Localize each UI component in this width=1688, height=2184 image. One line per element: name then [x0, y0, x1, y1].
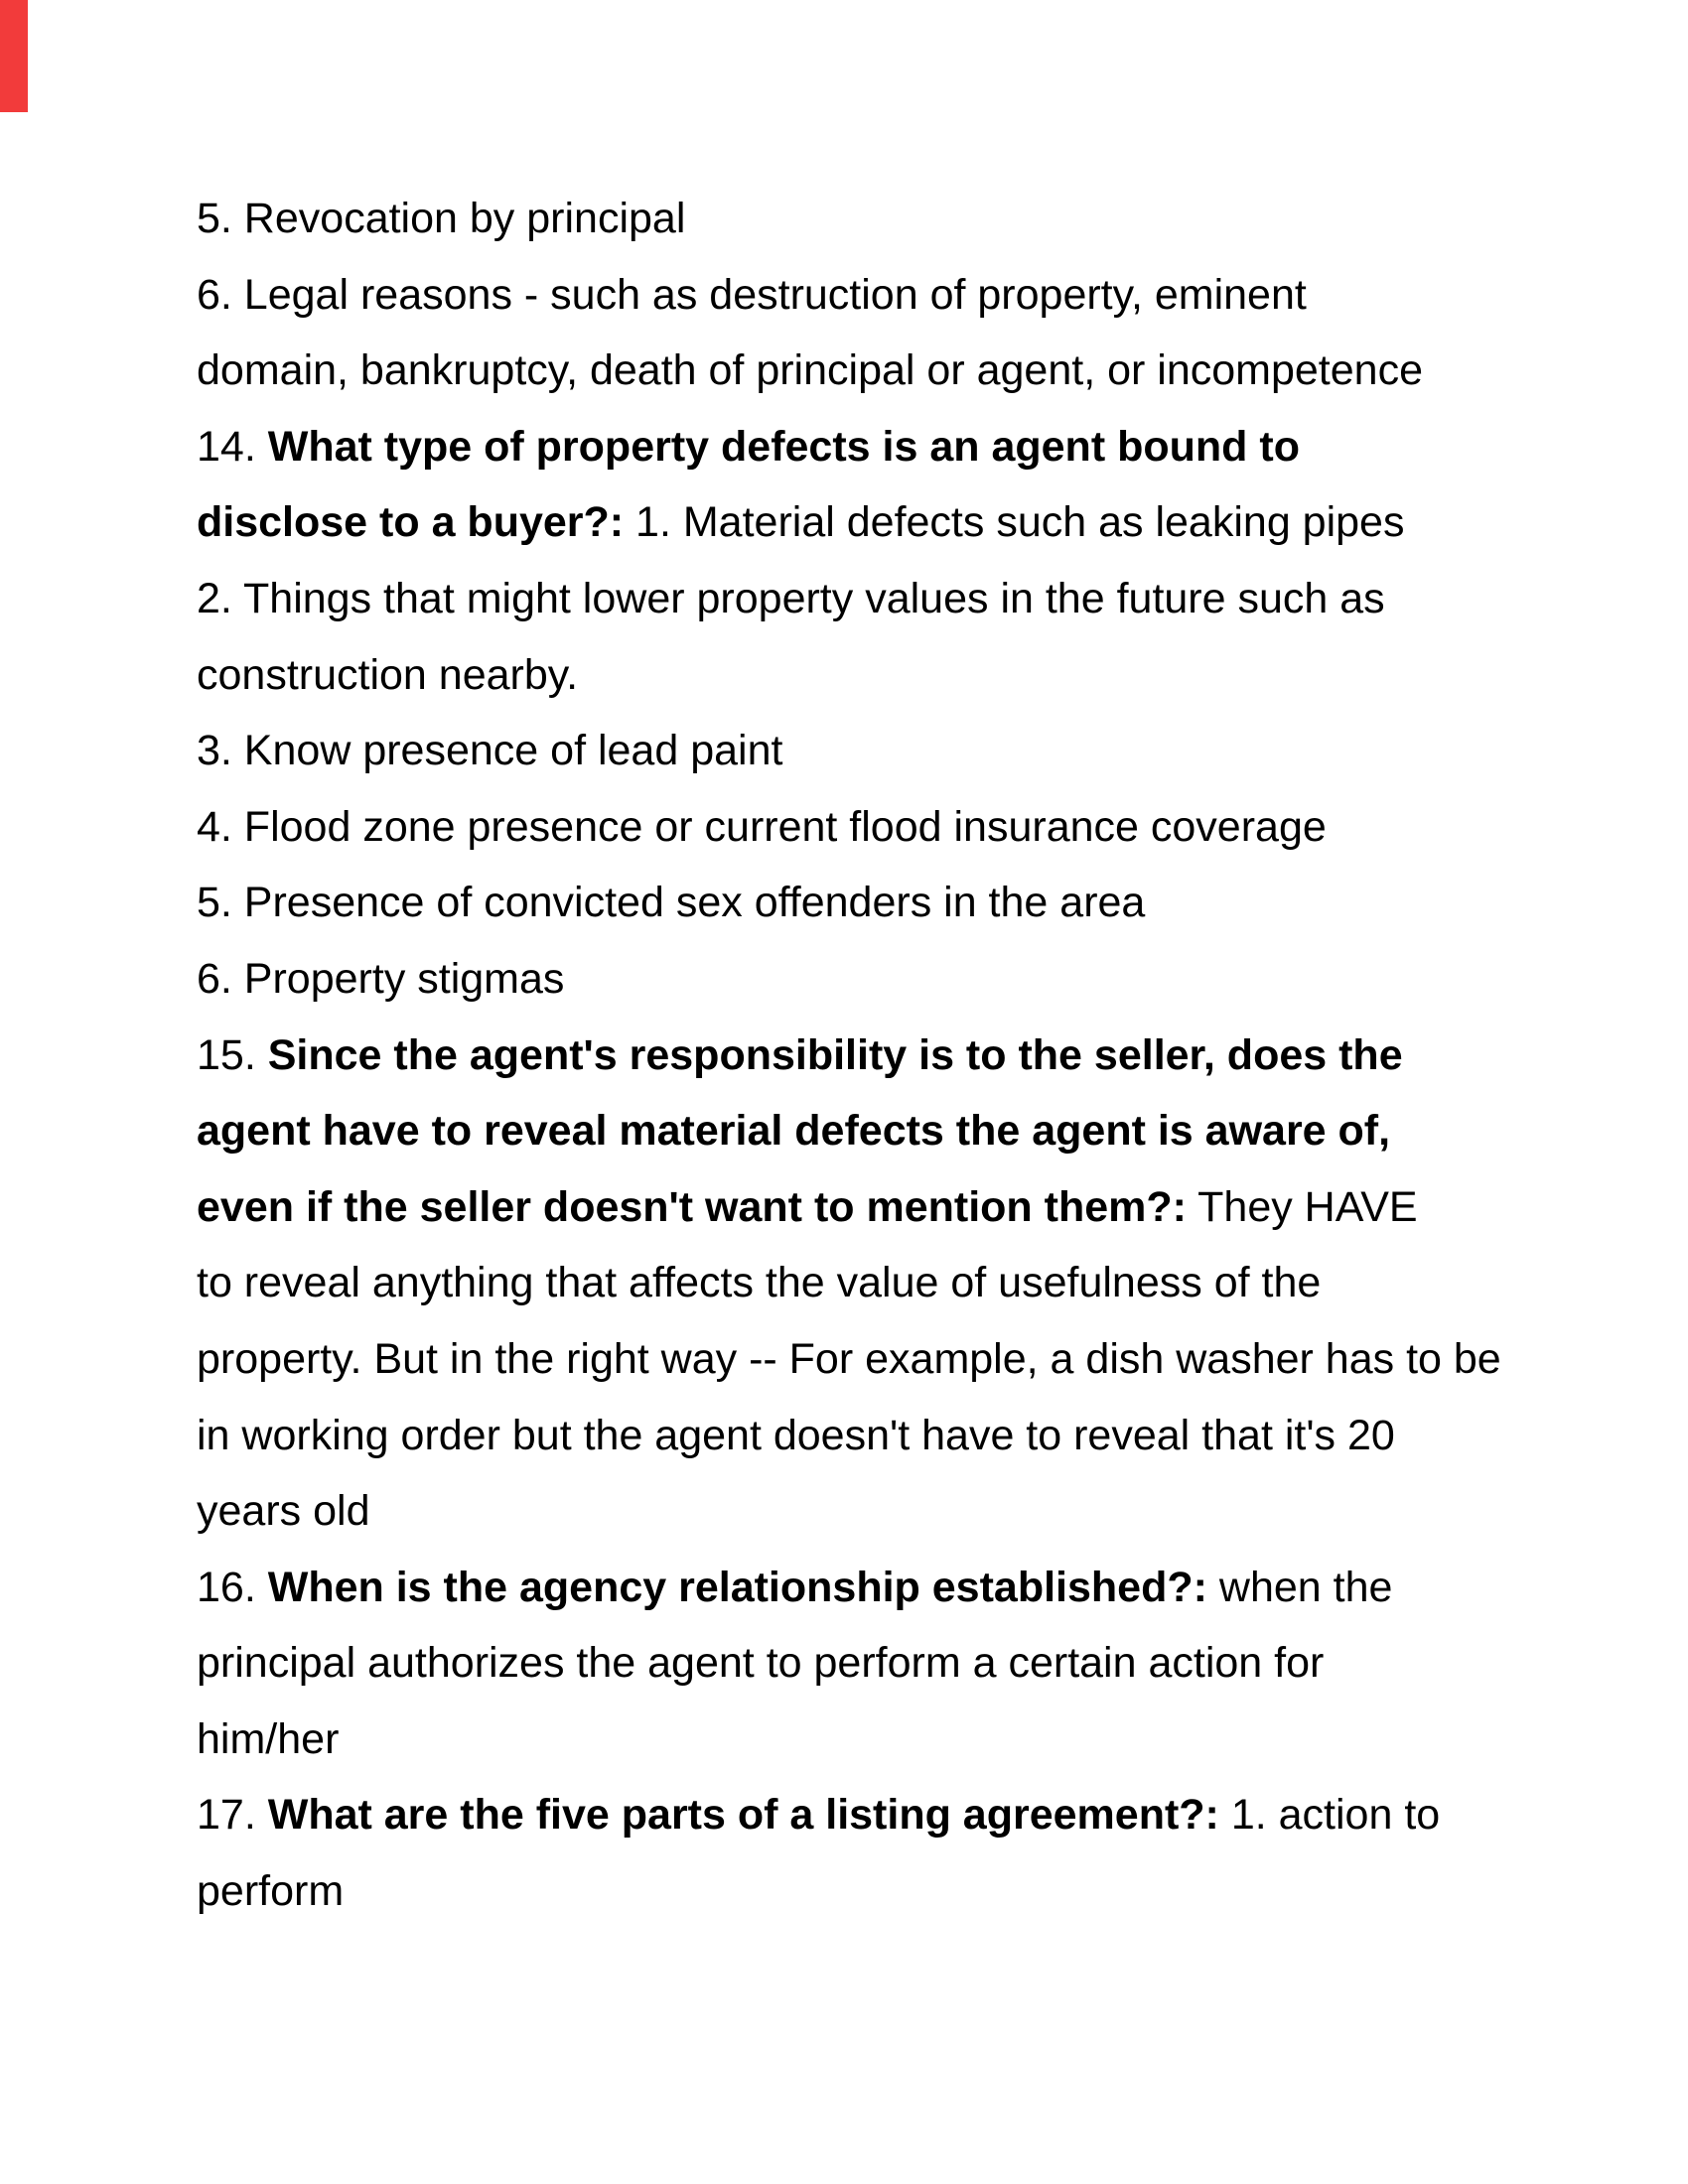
text-line-18 [197, 1473, 1517, 1550]
text-line-22 [197, 1777, 1517, 1853]
regular-text-segment: perform [197, 1867, 345, 1916]
regular-text-segment: him/her [197, 1714, 340, 1763]
text-line-20 [197, 1625, 1517, 1702]
bold-text-segment: When is the agency relationship established?: [267, 1563, 1207, 1611]
text-line-13 [197, 1093, 1517, 1169]
regular-text-segment: 14. [197, 422, 268, 471]
regular-text-segment: in working order but the agent doesn't have to reveal that it's 20 [197, 1411, 1395, 1459]
regular-text-segment: construction nearby. [197, 650, 579, 699]
regular-text-segment: 4. Flood zone presence or current flood insurance coverage [197, 802, 1327, 851]
regular-text-segment: 1. action to [1218, 1791, 1441, 1840]
regular-text-segment: 5. Presence of convicted sex offenders in the area [197, 879, 1146, 927]
bold-text-segment: even if the seller doesn't want to mention them?: [197, 1182, 1187, 1231]
bold-text-segment: What type of property defects is an agent bound to [267, 422, 1300, 471]
bold-text-segment: disclose to a buyer?: [197, 498, 625, 547]
text-line-19 [197, 1550, 1517, 1626]
text-line-10 [197, 865, 1517, 941]
text-line-6 [197, 561, 1517, 637]
text-line-1 [197, 181, 1517, 257]
regular-text-segment: 1. Material defects such as leaking pipes [624, 498, 1405, 547]
text-line-21 [197, 1702, 1517, 1778]
text-line-23 [197, 1853, 1517, 1930]
text-line-4 [197, 409, 1517, 485]
document-text-block [197, 181, 1517, 1930]
text-line-9 [197, 789, 1517, 866]
regular-text-segment: 6. Property stigmas [197, 954, 565, 1003]
regular-text-segment: to reveal anything that affects the value of usefulness of the [197, 1259, 1322, 1307]
text-line-3 [197, 333, 1517, 409]
text-line-5 [197, 484, 1517, 561]
regular-text-segment: property. But in the right way -- For example, a dish washer has to be [197, 1334, 1501, 1383]
text-line-2 [197, 257, 1517, 334]
regular-text-segment: years old [197, 1487, 370, 1536]
regular-text-segment: when the [1206, 1563, 1393, 1611]
regular-text-segment: 15. [197, 1030, 268, 1079]
text-line-7 [197, 637, 1517, 714]
text-line-14 [197, 1169, 1517, 1246]
text-line-11 [197, 941, 1517, 1018]
regular-text-segment: domain, bankruptcy, death of principal or agent, or incompetence [197, 346, 1423, 395]
text-line-8 [197, 713, 1517, 789]
bold-text-segment: Since the agent's responsibility is to the seller, does the [267, 1030, 1403, 1079]
regular-text-segment: 16. [197, 1563, 268, 1611]
bold-text-segment: agent have to reveal material defects the agent is aware of, [197, 1107, 1391, 1156]
regular-text-segment: 2. Things that might lower property values in the future such as [197, 574, 1385, 622]
regular-text-segment: principal authorizes the agent to perform a certain action for [197, 1639, 1325, 1688]
regular-text-segment: 3. Know presence of lead paint [197, 727, 783, 775]
text-line-15 [197, 1245, 1517, 1321]
text-line-17 [197, 1398, 1517, 1474]
page-edge-red-marker [0, 0, 28, 112]
text-line-12 [197, 1018, 1517, 1094]
regular-text-segment: They HAVE [1186, 1182, 1418, 1231]
regular-text-segment: 17. [197, 1791, 268, 1840]
regular-text-segment: 6. Legal reasons - such as destruction of property, eminent [197, 270, 1307, 319]
regular-text-segment: 5. Revocation by principal [197, 195, 686, 242]
text-line-16 [197, 1321, 1517, 1398]
bold-text-segment: What are the five parts of a listing agreement?: [267, 1791, 1219, 1840]
